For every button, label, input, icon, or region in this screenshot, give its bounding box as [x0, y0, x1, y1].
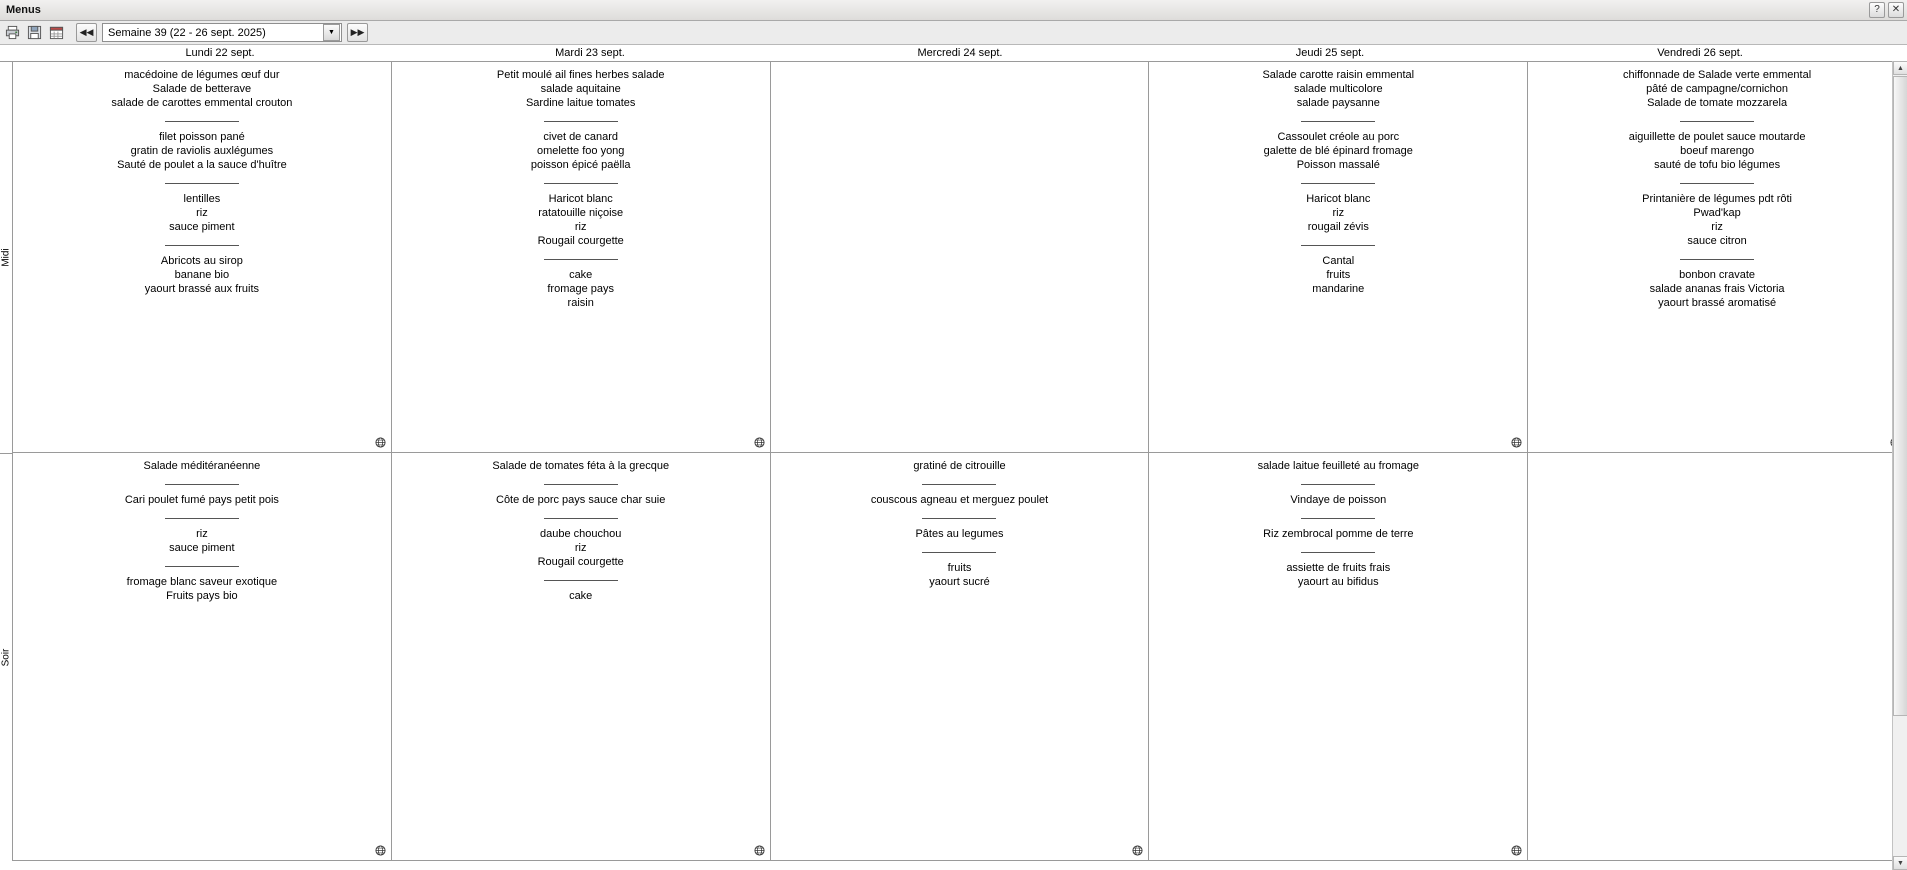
menu-group	[392, 484, 770, 507]
menu-cell-midi-2[interactable]	[771, 62, 1150, 452]
menu-group	[392, 518, 770, 569]
globe-icon[interactable]	[1132, 845, 1143, 856]
menu-dish[interactable]: Pwad'kap	[1693, 207, 1741, 219]
menu-group	[392, 68, 770, 110]
menu-dish[interactable]: civet de canard	[543, 131, 618, 143]
previous-week-button[interactable]: ◀◀	[76, 23, 97, 42]
menu-dish[interactable]: Fruits pays bio	[166, 589, 238, 602]
menu-dish[interactable]: banane bio	[174, 269, 230, 281]
menu-group	[13, 121, 391, 172]
day-header-jeudi: Jeudi 25 sept.	[1295, 47, 1365, 59]
menu-dish[interactable]: mandarine	[1312, 283, 1365, 295]
menu-dish[interactable]: riz	[1332, 207, 1345, 219]
menu-group	[771, 484, 1149, 507]
menu-dish[interactable]: riz	[574, 541, 587, 554]
week-selector-value: Semaine 39 (22 - 26 sept. 2025)	[108, 26, 266, 39]
calendar-icon[interactable]	[47, 23, 66, 42]
menu-dish[interactable]: omelette foo yong	[536, 145, 625, 157]
menu-group	[1149, 245, 1527, 296]
menu-dish[interactable]: macédoine de légumes œuf dur	[124, 69, 280, 81]
menu-cell-soir-4[interactable]	[1528, 453, 1907, 860]
menu-group	[1149, 484, 1527, 507]
menu-group	[1149, 183, 1527, 234]
menu-group	[771, 552, 1149, 589]
menu-group	[13, 68, 391, 110]
menu-group	[1149, 121, 1527, 172]
menu-dish[interactable]: salade laitue feuilleté au fromage	[1257, 459, 1420, 472]
menu-dish[interactable]: yaourt sucré	[929, 575, 990, 588]
menu-dish[interactable]: Vindaye de poisson	[1290, 493, 1387, 506]
menu-dish[interactable]: riz	[196, 207, 208, 219]
menu-dish[interactable]: sauté de tofu bio légumes	[1654, 159, 1781, 171]
menu-dish[interactable]: salade de carottes emmental crouton	[111, 97, 293, 109]
menu-dish[interactable]: salade aquitaine	[540, 83, 621, 95]
menu-dish[interactable]: riz	[196, 527, 208, 540]
grid-body	[0, 61, 1907, 861]
menu-cell-soir-2[interactable]	[771, 453, 1150, 860]
menu-group	[13, 484, 391, 507]
menu-dish[interactable]: cake	[569, 589, 593, 602]
globe-icon[interactable]	[754, 437, 765, 448]
menu-dish[interactable]: salade multicolore	[1293, 83, 1383, 95]
menu-dish[interactable]: Salade méditéranéenne	[143, 459, 261, 472]
menu-cell-midi-4[interactable]	[1528, 62, 1907, 452]
menu-dish[interactable]: rougail zévis	[1307, 221, 1369, 233]
toolbar	[0, 21, 1907, 45]
menu-dish[interactable]: daube chouchou	[540, 527, 622, 540]
print-icon[interactable]	[3, 23, 22, 42]
menu-dish[interactable]: Petit moulé ail fines herbes salade	[496, 69, 665, 81]
menu-group	[1528, 121, 1906, 172]
menu-dish[interactable]: Rougail courgette	[537, 235, 624, 247]
menu-group	[13, 518, 391, 555]
menu-dish[interactable]: Poisson massalé	[1296, 159, 1380, 171]
menu-group	[13, 566, 391, 603]
globe-icon[interactable]	[375, 845, 386, 856]
menu-row-soir	[13, 453, 1907, 861]
menu-group	[392, 459, 770, 473]
menu-dish[interactable]: Sauté de poulet a la sauce d'huître	[117, 159, 287, 171]
menu-dish[interactable]: Abricots au sirop	[160, 255, 243, 267]
grid-columns	[13, 62, 1907, 861]
menu-dish[interactable]: bonbon cravate	[1679, 269, 1755, 281]
menu-dish[interactable]: boeuf marengo	[1680, 145, 1755, 157]
menu-dish[interactable]: raisin	[567, 297, 594, 309]
menu-cell-midi-0[interactable]	[13, 62, 392, 452]
menu-group	[1528, 259, 1906, 310]
menu-dish[interactable]: assiette de fruits frais	[1286, 561, 1391, 574]
week-selector[interactable]	[102, 23, 342, 42]
menu-dish[interactable]: Riz zembrocal pomme de terre	[1263, 527, 1414, 540]
globe-icon[interactable]	[754, 845, 765, 856]
next-week-button[interactable]: ▶▶	[347, 23, 368, 42]
day-header-vendredi: Vendredi 26 sept.	[1657, 47, 1743, 59]
menu-dish[interactable]: fruits	[1326, 269, 1351, 281]
menu-dish[interactable]: gratiné de citrouille	[913, 459, 1006, 472]
menu-dish[interactable]: gratin de raviolis auxlégumes	[130, 145, 274, 157]
day-header-lundi: Lundi 22 sept.	[185, 47, 255, 59]
menu-cell-soir-1[interactable]	[392, 453, 771, 860]
menu-group	[1528, 183, 1906, 248]
menu-dish[interactable]: yaourt au bifidus	[1297, 575, 1379, 588]
menu-dish[interactable]: Haricot blanc	[548, 193, 613, 205]
menu-group	[392, 183, 770, 248]
scroll-up-arrow[interactable]: ▲	[1893, 61, 1907, 75]
menu-dish[interactable]: couscous agneau et merguez poulet	[870, 493, 1049, 506]
menu-group	[13, 459, 391, 473]
row-label-midi-text: Midi	[0, 248, 12, 267]
menu-group	[392, 580, 770, 603]
window-buttons	[1869, 2, 1904, 18]
menu-group	[1528, 68, 1906, 110]
menu-cell-midi-3[interactable]	[1149, 62, 1528, 452]
menu-dish[interactable]: yaourt brassé aromatisé	[1658, 297, 1777, 309]
globe-icon[interactable]	[1511, 437, 1522, 448]
day-header-row	[0, 45, 1907, 61]
menu-group	[1149, 68, 1527, 110]
menu-cell-midi-1[interactable]	[392, 62, 771, 452]
help-button[interactable]: ?	[1869, 2, 1885, 18]
menu-dish[interactable]: fruits	[947, 561, 972, 574]
vertical-scrollbar[interactable]	[1892, 61, 1907, 870]
menu-dish[interactable]: Sardine laitue tomates	[525, 97, 636, 109]
menu-dish[interactable]: sauce piment	[169, 541, 235, 554]
menu-dish[interactable]: poisson épicé paëlla	[530, 159, 631, 171]
menu-group	[392, 121, 770, 172]
menu-dish[interactable]: pâté de campagne/cornichon	[1646, 83, 1789, 95]
menu-group	[1149, 459, 1527, 473]
globe-icon[interactable]	[375, 437, 386, 448]
menu-dish[interactable]: lentilles	[183, 193, 221, 205]
globe-icon[interactable]	[1511, 845, 1522, 856]
menu-dish[interactable]: riz	[1711, 221, 1723, 233]
menu-group	[771, 459, 1149, 473]
chevron-down-icon[interactable]: ▼	[323, 24, 340, 41]
menu-group	[1149, 552, 1527, 589]
save-icon[interactable]	[25, 23, 44, 42]
menu-dish[interactable]: Salade carotte raisin emmental	[1262, 69, 1415, 81]
row-label-soir	[0, 453, 12, 861]
menu-dish[interactable]: Salade de tomates féta à la grecque	[492, 459, 670, 472]
menu-dish[interactable]: galette de blé épinard fromage	[1263, 145, 1413, 157]
menu-group	[1149, 518, 1527, 541]
window-title: Menus	[6, 4, 41, 16]
menu-dish[interactable]: cake	[569, 269, 593, 281]
menu-group	[771, 518, 1149, 541]
menu-dish[interactable]: chiffonnade de Salade verte emmental	[1623, 69, 1812, 81]
menu-dish[interactable]: Cassoulet créole au porc	[1277, 131, 1400, 143]
menu-dish[interactable]: yaourt brassé aux fruits	[144, 283, 260, 295]
menu-group	[392, 259, 770, 310]
scrollbar-thumb[interactable]	[1893, 76, 1907, 716]
row-label-soir-text: Soir	[0, 648, 12, 667]
menu-dish[interactable]: Salade de betterave	[152, 83, 252, 95]
menu-dish[interactable]: Côte de porc pays sauce char suie	[496, 493, 666, 506]
menu-dish[interactable]: fromage blanc saveur exotique	[126, 575, 278, 588]
menu-dish[interactable]: sauce citron	[1687, 235, 1747, 247]
menu-cell-soir-0[interactable]	[13, 453, 392, 860]
menu-dish[interactable]: salade ananas frais Victoria	[1649, 283, 1785, 295]
menu-row-midi	[13, 62, 1907, 453]
menu-dish[interactable]: salade paysanne	[1296, 97, 1380, 109]
window-titlebar	[0, 0, 1907, 21]
scroll-down-arrow[interactable]: ▼	[1893, 856, 1907, 870]
menu-group	[13, 183, 391, 234]
row-label-midi	[0, 62, 12, 453]
menu-dish[interactable]: Rougail courgette	[537, 555, 624, 568]
menu-group	[13, 245, 391, 296]
day-header-mardi: Mardi 23 sept.	[555, 47, 625, 59]
menu-dish[interactable]: filet poisson pané	[159, 131, 245, 143]
menu-dish[interactable]: sauce piment	[169, 221, 235, 233]
menu-dish[interactable]: riz	[574, 221, 587, 233]
menu-grid	[0, 45, 1907, 870]
menu-dish[interactable]: Cantal	[1322, 255, 1355, 267]
menu-dish[interactable]: aiguillette de poulet sauce moutarde	[1628, 131, 1806, 143]
menu-cell-soir-3[interactable]	[1149, 453, 1528, 860]
menu-dish[interactable]: Printanière de légumes pdt rôti	[1642, 193, 1792, 205]
menu-dish[interactable]: Pâtes au legumes	[915, 527, 1004, 540]
menu-dish[interactable]: ratatouille niçoise	[538, 207, 624, 219]
header-corner-spacer	[22, 45, 35, 61]
menu-dish[interactable]: Cari poulet fumé pays petit pois	[124, 493, 279, 506]
day-header-mercredi: Mercredi 24 sept.	[917, 47, 1003, 59]
close-button[interactable]: ✕	[1888, 2, 1904, 18]
menu-dish[interactable]: Haricot blanc	[1306, 193, 1371, 205]
menu-dish[interactable]: Salade de tomate mozzarela	[1647, 97, 1788, 109]
row-label-column	[0, 62, 13, 861]
menu-dish[interactable]: fromage pays	[547, 283, 615, 295]
